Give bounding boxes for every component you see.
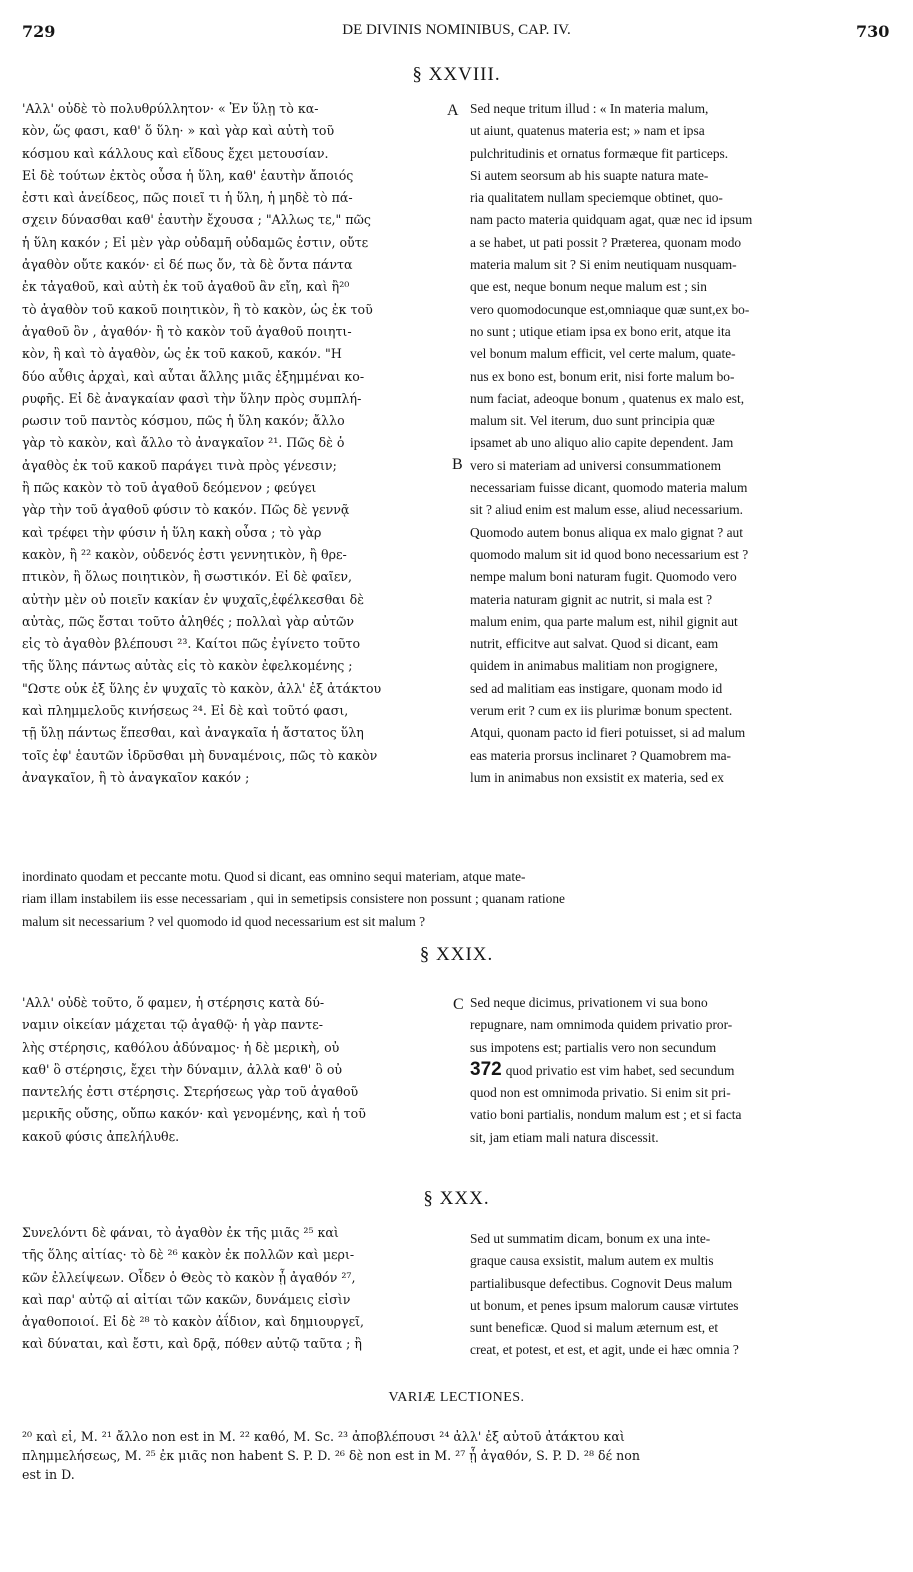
text-line [470, 120, 892, 142]
text-line-content: riam illam instabilem iis esse necessariam , qui in semetipsis consistere non possunt ; quanam ratione [22, 891, 565, 907]
text-line [22, 1103, 452, 1125]
text-line [470, 700, 892, 722]
text-line-content: materia malum sit ? Si enim neutiquam nusquam- [470, 257, 737, 273]
text-line [22, 143, 452, 165]
text-line [470, 1127, 892, 1149]
text-line-content: 'Αλλ' οὐδὲ τὸ πολυθρύλλητον· « Ἐν ὕλῃ τὸ κα- [22, 101, 319, 116]
text-line [22, 410, 452, 432]
text-line [22, 1311, 452, 1333]
text-line-content: κόσμου καὶ κάλλους καὶ εἴδους ἔχει μετουσίαν. [22, 145, 329, 161]
text-line-content: παντελής ἐστι στέρησις. Στερήσεως γὰρ τοῦ ἀγαθοῦ [22, 1084, 359, 1100]
text-line-content: ἀγαθοῦ ὂν , ἀγαθόν· ἢ τὸ κακὸν τοῦ ἀγαθοῦ ποιητι- [22, 323, 352, 339]
text-line-content: Si autem seorsum ab his suapte natura mate- [470, 167, 709, 183]
text-line [22, 522, 452, 544]
text-line-content: τοῖς ἐφ' ἑαυτῶν ἱδρῦσθαι μὴ δυναμένοις, πῶς τὸ κακὸν [22, 747, 378, 763]
text-line-content: αὐτὰς, πῶς ἔσται τοῦτο ἀληθές ; πολλαὶ γὰρ αὐτῶν [22, 613, 355, 629]
text-line [470, 410, 892, 432]
text-line-content: τῆς ὅλης αἰτίας· τὸ δὲ ²⁶ κακὸν ἐκ πολλῶν καὶ μερι- [22, 1247, 355, 1263]
text-line [22, 232, 452, 254]
text-line [22, 165, 452, 187]
text-line-content: Sed ut summatim dicam, bonum ex una inte- [470, 1231, 711, 1246]
text-line [470, 589, 892, 611]
text-line [22, 321, 452, 343]
text-line [22, 992, 452, 1014]
text-line [470, 566, 892, 588]
text-line-content: ρυφῆς. Εἰ δὲ ἀναγκαίαν φασὶ τὴν ὕλην πρὸς συμπλή- [22, 390, 362, 406]
text-line-content: σχειν δύνασθαι καθ' ἑαυτὴν ἔχουσα ; "Αλλως τε," πῶς [22, 212, 371, 228]
text-line-content: Atqui, quonam pacto id fieri potuisset, si ad malum [470, 725, 746, 741]
text-line [22, 888, 892, 910]
text-line [470, 209, 892, 231]
text-line [22, 187, 452, 209]
text-line [470, 1228, 892, 1250]
text-line-content: ἀγαθὸν οὔτε κακόν· εἰ δέ πως ὄν, τὰ δὲ ὄντα πάντα [22, 257, 353, 273]
text-line [470, 276, 892, 298]
text-line [22, 477, 452, 499]
text-line-content: κακὸν, ἢ ²² κακὸν, οὐδενός ἐστι γεννητικὸν, ἢ θρε- [22, 546, 347, 562]
text-line-content: quod privatio est vim habet, sed secundum [505, 1062, 735, 1078]
running-title: DE DIVINIS NOMINIBUS, CAP. IV. [342, 22, 571, 38]
text-line [22, 1446, 892, 1465]
text-line-content: τῆς ὕλης πάντως αὐτὰς εἰς τὸ κακὸν ἐφελκομένης ; [22, 658, 353, 674]
latin-column-xxx [470, 1228, 892, 1362]
text-line-content: μερικῆς οὔσης, οὔπω κακόν· καὶ γενομένης, καὶ ἡ τοῦ [22, 1106, 366, 1122]
text-line-content: pulchritudinis et ornatus formæque fit particeps. [470, 145, 729, 161]
text-line-content: nam pacto materia quidquam agat, quæ nec id ipsum [470, 212, 753, 228]
text-line [470, 1250, 892, 1272]
text-line-content: καὶ πλημμελοῦς κινήσεως ²⁴. Εἰ δὲ καὶ τοῦτό φασι, [22, 703, 349, 719]
text-line [470, 678, 892, 700]
greek-column-xxix [22, 992, 452, 1148]
text-line-content: λὴς στέρησις, καθόλου ἀδύναμος· ἡ δὲ μερικὴ, οὐ [22, 1039, 340, 1055]
margin-mark-b: B [452, 456, 463, 473]
text-line [22, 1333, 452, 1355]
text-line-content: καθ' ὃ στέρησις, ἔχει τὴν δύναμιν, ἀλλὰ καθ' ὃ οὐ [22, 1061, 343, 1077]
text-line [22, 611, 452, 633]
text-line [22, 209, 452, 231]
text-line [470, 611, 892, 633]
text-line [470, 544, 892, 566]
text-line-content: sus impotens est; partialis vero non secundum [470, 1039, 717, 1055]
text-line-content: partialibusque defectibus. Cognovit Deus malum [470, 1275, 733, 1291]
text-line [22, 1222, 452, 1244]
text-line-content: sed ad malitiam eas instigare, quonam modo id [470, 680, 723, 696]
text-line [470, 1082, 892, 1104]
text-line [22, 566, 452, 588]
text-line [22, 455, 452, 477]
text-line [470, 722, 892, 744]
text-line [470, 1317, 892, 1339]
text-line-content: κὸν, ὥς φασι, καθ' ὅ ὕλη· » καὶ γὰρ καὶ αὐτὴ τοῦ [22, 123, 335, 139]
text-line [470, 165, 892, 187]
text-line-content: vatio boni partialis, nondum malum est ; et si facta [470, 1107, 742, 1123]
text-line [22, 1126, 452, 1148]
text-line-content: καὶ δύναται, καὶ ἔστι, καὶ δρᾷ, πόθεν αὐτῷ ταῦτα ; ἢ [22, 1336, 362, 1352]
text-line-content: quomodo malum sit id quod bono necessarium est ? [470, 546, 749, 562]
text-line-content: est in D. [22, 1467, 75, 1482]
latin-fullwidth-xxviii [22, 866, 892, 933]
text-line-content: lum in animabus non exsistit ex materia, sed ex [470, 769, 724, 785]
text-line-content: ²⁰ καὶ εἰ, M. ²¹ ἄλλο non est in M. ²² καθό, M. Sc. ²³ ἀποβλέπουσι ²⁴ ἀλλ' ἐξ αὐτοῦ ἀτάκτου καὶ [22, 1429, 625, 1444]
text-line [470, 143, 892, 165]
text-line-content: ἡ ὕλη κακόν ; Εἰ μὲν γὰρ οὐδαμῆ οὐδαμῶς ἐστιν, οὔτε [22, 234, 369, 250]
text-line-content: κακοῦ φύσις ἀπελήλυθε. [22, 1128, 180, 1144]
text-line [470, 522, 892, 544]
text-line [22, 299, 452, 321]
greek-column-xxviii [22, 98, 452, 789]
text-line [22, 1465, 892, 1484]
text-line-content: a se habet, ut pati possit ? Præterea, quonam modo [470, 234, 742, 250]
text-line-content: ἀγαθοποιοί. Εἰ δὲ ²⁸ τὸ κακὸν ἀΐδιον, καὶ δημιουργεῖ, [22, 1314, 365, 1330]
text-line [22, 866, 892, 888]
text-line [470, 767, 892, 789]
text-line [470, 455, 892, 477]
text-line-content: nempe malum boni naturam fugit. Quomodo vero [470, 569, 737, 585]
text-line-content: sit, jam etiam mali natura discessit. [470, 1129, 659, 1145]
text-line-content: vero quomodocunque est,omniaque quæ sunt,ex bo- [470, 301, 750, 317]
text-line [470, 366, 892, 388]
text-line-content: πλημμελήσεως, M. ²⁵ ἐκ μιᾶς non habent S. P. D. ²⁶ δὲ non est in M. ²⁷ ᾗ ἀγαθόν, S. P. D. ²⁸ δέ non [22, 1448, 640, 1463]
text-line-content: ἀναγκαῖον, ἢ τὸ ἀναγκαῖον κακόν ; [22, 769, 250, 785]
margin-mark-a: A [447, 102, 459, 119]
text-line [22, 120, 452, 142]
text-line-content: materia naturam gignit ac nutrit, si mala est ? [470, 591, 713, 607]
text-line [22, 745, 452, 767]
text-line [22, 1014, 452, 1036]
text-line-content: καὶ παρ' αὐτῷ αἱ αἰτίαι τῶν κακῶν, δυνάμεις εἰσὶν [22, 1291, 351, 1307]
text-line [470, 1273, 892, 1295]
text-line-content: graque causa exsistit, malum autem ex multis [470, 1253, 714, 1269]
text-line [22, 343, 452, 365]
text-line [22, 98, 452, 120]
text-line-content: Sed neque dicimus, privationem vi sua bono [470, 995, 708, 1010]
text-line [22, 1081, 452, 1103]
text-line [22, 276, 452, 298]
text-line-content: ut bonum, et penes ipsum malorum causæ virtutes [470, 1297, 739, 1313]
text-line-content: πτικὸν, ἢ ὅλως ποιητικὸν, ἢ σωστικόν. Εἰ δὲ φαῖεν, [22, 569, 353, 585]
text-line-content: nutrit, efficitve aut salvat. Quod si dicant, eam [470, 636, 719, 652]
text-line [470, 187, 892, 209]
text-line-content: no sunt ; utique etiam ipsa ex bono erit, atque ita [470, 323, 731, 339]
text-line [22, 254, 452, 276]
latin-column-xxix [470, 992, 892, 1149]
text-line-content: εἰς τὸ ἀγαθὸν βλέπουσι ²³. Καίτοι πῶς ἐγίνετο τοῦτο [22, 636, 361, 652]
text-line-content: malum sit necessarium ? vel quomodo id quod necessarium est sit malum ? [22, 913, 426, 929]
text-line [22, 544, 452, 566]
text-line [22, 700, 452, 722]
text-line [22, 633, 452, 655]
text-line-content: ἀγαθὸς ἐκ τοῦ κακοῦ παράγει τινὰ πρὸς γένεσιν; [22, 457, 337, 473]
text-line-content: τὸ ἀγαθὸν τοῦ κακοῦ ποιητικὸν, ἢ τὸ κακὸν, ὡς ἐκ τοῦ [22, 301, 373, 317]
text-line-content: ut aiunt, quatenus materia est; » nam et ipsa [470, 123, 705, 139]
text-line [470, 388, 892, 410]
text-line-content: Sed neque tritum illud : « In materia malum, [470, 101, 709, 116]
variae-lectiones-title: VARIÆ LECTIONES. [388, 1390, 525, 1405]
text-line-content: γὰρ τὴν τοῦ ἀγαθοῦ φύσιν τὸ κακόν. Πῶς δὲ γεννᾷ [22, 502, 350, 518]
text-line [22, 366, 452, 388]
text-line-content: que est, neque bonum neque malum est ; sin [470, 279, 707, 295]
text-line [22, 1267, 452, 1289]
text-line-content: γὰρ τὸ κακὸν, καὶ ἄλλο τὸ ἀναγκαῖον ²¹. Πῶς δὲ ὁ [22, 435, 345, 451]
text-line-content: Συνελόντι δὲ φάναι, τὸ ἀγαθὸν ἐκ τῆς μιᾶς ²⁵ καὶ [22, 1225, 339, 1240]
text-line [22, 1244, 452, 1266]
text-line [470, 992, 892, 1014]
text-line-content: ἢ πῶς κακὸν τὸ τοῦ ἀγαθοῦ δεόμενον ; φεύγει [22, 480, 317, 496]
text-line-content: inordinato quodam et peccante motu. Quod si dicant, eas omnino sequi materiam, atque mate- [22, 869, 526, 884]
text-line [22, 1427, 892, 1446]
text-line-content: ρωσιν τοῦ παντὸς κόσμου, πῶς ἡ ὕλη κακόν; ἄλλο [22, 413, 345, 429]
text-line-content: ἐστι καὶ ἀνείδεος, πῶς ποιεῖ τι ἡ ὕλη, ἡ μηδὲ τὸ πά- [22, 190, 353, 206]
text-line [470, 1295, 892, 1317]
text-line-content: κῶν ἐλλείψεων. Οἶδεν ὁ Θεὸς τὸ κακὸν ᾗ ἀγαθόν ²⁷, [22, 1269, 356, 1285]
variae-lectiones-notes [22, 1427, 892, 1484]
text-line-content: δύο αὖθις ἀρχαὶ, καὶ αὗται ἄλλης μιᾶς ἐξημμέναι κο- [22, 368, 365, 384]
text-line [470, 254, 892, 276]
text-line [22, 589, 452, 611]
text-line [22, 678, 452, 700]
text-line [22, 499, 452, 521]
text-line-content: αὐτὴν μὲν οὐ ποιεῖν κακίαν ἐν ψυχαῖς,ἐφέλκεσθαι δὲ [22, 591, 364, 607]
text-line-content: malum enim, qua parte malum est, nihil gignit aut [470, 613, 738, 629]
text-line-content: creat, et potest, et est, et agit, unde ei hæc omnia ? [470, 1342, 739, 1358]
text-line [22, 1037, 452, 1059]
text-line [470, 477, 892, 499]
text-line-content: ἐκ τἀγαθοῦ, καὶ αὐτὴ ἐκ τοῦ ἀγαθοῦ ἂν εἴη, καὶ ἢ²⁰ [22, 279, 350, 295]
latin-column-xxviii [470, 98, 892, 789]
text-line-content: malum sit. Vel iterum, duo sunt principia quæ [470, 413, 715, 429]
text-line [470, 745, 892, 767]
text-line [470, 432, 892, 454]
section-heading-xxviii: § XXVIII. [412, 64, 501, 85]
text-line [470, 1037, 892, 1059]
page-number-right: 730 [856, 22, 890, 41]
text-line [470, 321, 892, 343]
text-line [470, 1059, 892, 1082]
text-line-content: sit ? aliud enim est malum esse, aliud necessarium. [470, 502, 743, 518]
section-heading-xxix: § XXIX. [419, 944, 494, 965]
text-line-content: repugnare, nam omnimoda quidem privatio pror- [470, 1017, 733, 1033]
text-line-content: Εἰ δὲ τούτων ἐκτὸς οὖσα ἡ ὕλη, καθ' ἑαυτὴν ἄποιός [22, 167, 354, 183]
text-line-content: ναμιν οἰκείαν μάχεται τῷ ἀγαθῷ· ἡ γὰρ παντε- [22, 1017, 324, 1033]
text-line-content: eas materia prorsus inclinaret ? Quamobrem ma- [470, 747, 732, 763]
text-line-content: ipsamet ab uno aliquo alio capite dependent. Jam [470, 435, 734, 451]
text-line-content: "Ωστε οὐκ ἐξ ὕλης ἐν ψυχαῖς τὸ κακὸν, ἀλλ' ἐξ ἀτάκτου [22, 680, 382, 696]
text-line [22, 432, 452, 454]
text-line-content: καὶ τρέφει τὴν φύσιν ἡ ὕλη κακὴ οὖσα ; τὸ γὰρ [22, 524, 322, 540]
text-line-content: necessariam fuisse dicant, quomodo materia malum [470, 480, 748, 496]
greek-column-xxx [22, 1222, 452, 1356]
text-line-content: verum erit ? cum ex iis plurimæ bonum spectent. [470, 703, 733, 719]
text-line [470, 499, 892, 521]
text-line [470, 98, 892, 120]
text-line [470, 655, 892, 677]
text-line [470, 633, 892, 655]
text-line-content: quod non est omnimoda privatio. Si enim sit pri- [470, 1085, 731, 1101]
text-line [470, 1014, 892, 1036]
section-heading-xxx: § XXX. [423, 1188, 490, 1209]
text-line [22, 388, 452, 410]
text-line [22, 911, 892, 933]
text-line [22, 722, 452, 744]
text-line-content: vero si materiam ad universi consummationem [470, 457, 722, 473]
text-line-content: κὸν, ἢ καὶ τὸ ἀγαθὸν, ὡς ἐκ τοῦ κακοῦ, κακόν. "Η [22, 346, 342, 362]
text-line [470, 1339, 892, 1361]
text-line [470, 232, 892, 254]
text-line-content: τῇ ὕλῃ πάντως ἕπεσθαι, καὶ ἀναγκαῖα ἡ ἄστατος ὕλη [22, 725, 364, 741]
text-line [470, 1104, 892, 1126]
text-line-content: nus ex bono est, bonum erit, nisi forte malum bo- [470, 368, 735, 384]
text-line [470, 299, 892, 321]
text-line [22, 767, 452, 789]
text-line [22, 1289, 452, 1311]
text-line [470, 343, 892, 365]
column-number: 372 [470, 1058, 502, 1080]
text-line-content: sunt beneficæ. Quod si malum æternum est, et [470, 1320, 719, 1336]
text-line [22, 1059, 452, 1081]
text-line-content: num faciat, adeoque bonum , quatenus ex malo est, [470, 390, 745, 406]
text-line-content: 'Αλλ' οὐδὲ τοῦτο, ὅ φαμεν, ἡ στέρησις κατὰ δύ- [22, 995, 325, 1010]
text-line-content: vel bonum malum efficit, vel certe malum, quate- [470, 346, 736, 362]
margin-mark-c: C [453, 996, 464, 1013]
text-line-content: quidem in animabus malitiam non progignere, [470, 658, 718, 674]
text-line-content: Quomodo autem bonus aliqua ex malo gignat ? aut [470, 524, 743, 540]
text-line [22, 655, 452, 677]
page-number-left: 729 [22, 22, 56, 41]
text-line-content: ria qualitatem nullam speciemque obtinet, quo- [470, 190, 723, 206]
